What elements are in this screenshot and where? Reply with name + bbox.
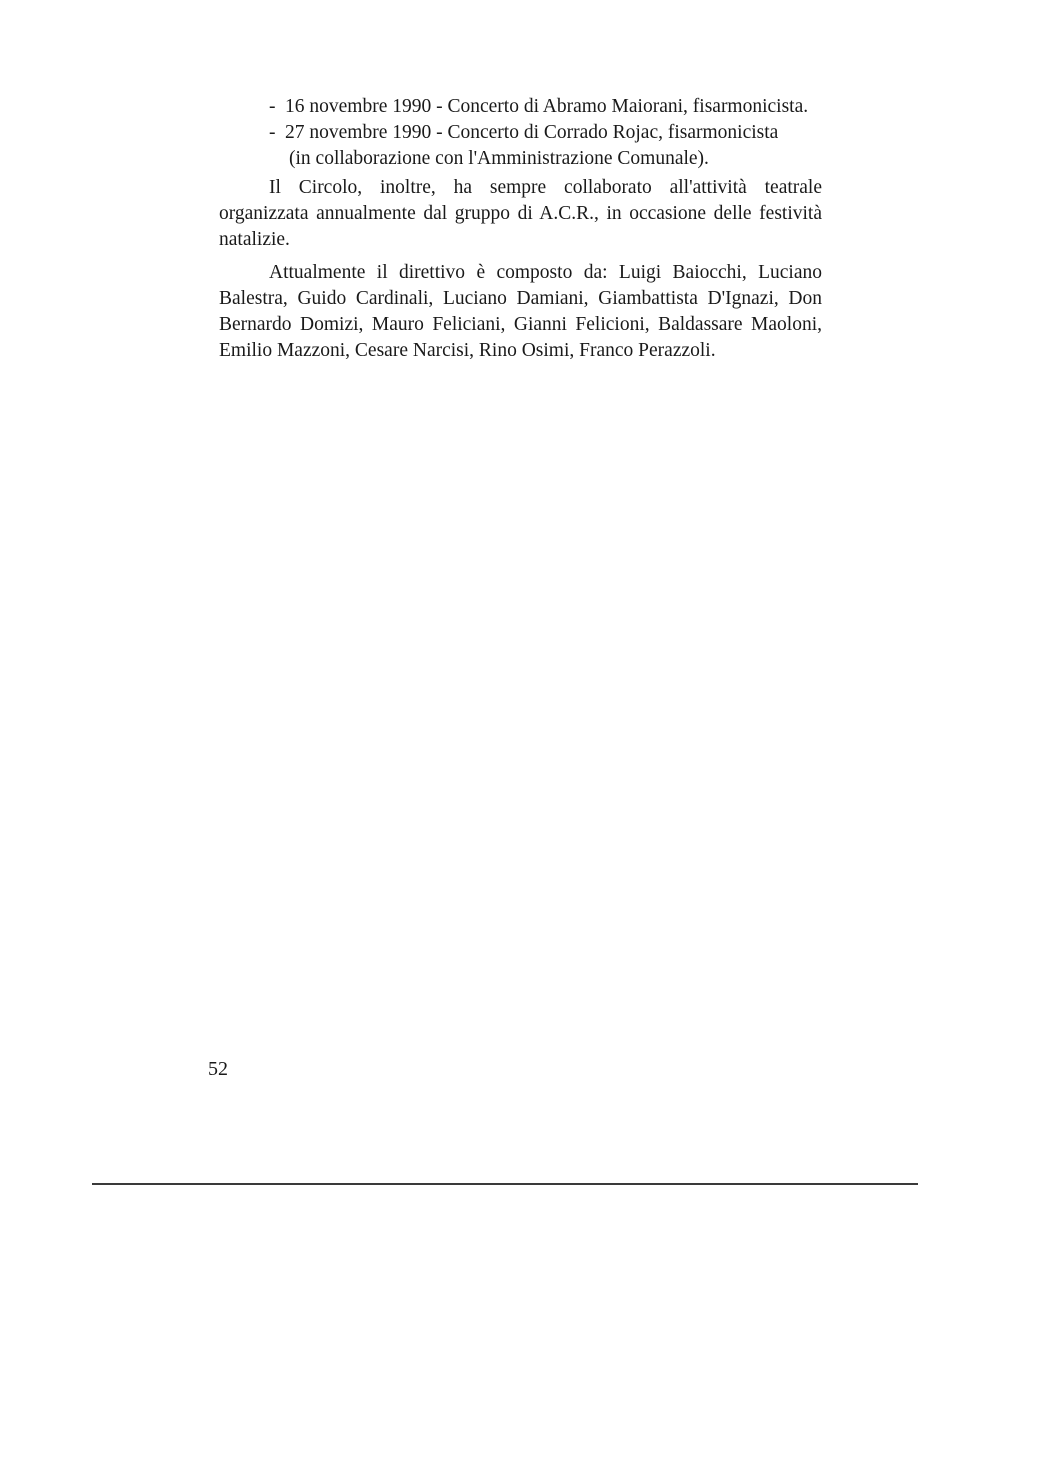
list-item-line: 27 novembre 1990 - Concerto di Corrado Rojac, fisarmonicista (285, 122, 779, 143)
list-item (219, 120, 822, 172)
paragraph-line: Balestra, Guido Cardinali, Luciano Damiani, Giambattista D'Ignazi, Don (219, 288, 822, 309)
horizontal-rule (92, 1183, 918, 1185)
paragraph-line: Attualmente il direttivo è composto da: Luigi Baiocchi, Luciano (269, 262, 822, 283)
list-dash: - (269, 96, 276, 117)
paragraph-line: natalizie. (219, 229, 290, 250)
page-number: 52 (208, 1058, 228, 1080)
list-item (219, 94, 822, 120)
paragraph-line: Bernardo Domizi, Mauro Feliciani, Gianni Felicioni, Baldassare Maoloni, (219, 314, 822, 335)
list-item-line: 16 novembre 1990 - Concerto di Abramo Maiorani, fisarmonicista. (285, 96, 809, 117)
list-item-line: (in collaborazione con l'Amministrazione Comunale). (289, 148, 709, 169)
paragraph (219, 260, 822, 364)
paragraph-line: Il Circolo, inoltre, ha sempre collaborato all'attività teatrale (269, 177, 822, 198)
paragraph-line: Emilio Mazzoni, Cesare Narcisi, Rino Osimi, Franco Perazzoli. (219, 340, 716, 361)
body-text (219, 94, 822, 364)
paragraph (219, 175, 822, 253)
paragraph-line: organizzata annualmente dal gruppo di A.C.R., in occasione delle festività (219, 203, 822, 224)
list-dash: - (269, 122, 276, 143)
